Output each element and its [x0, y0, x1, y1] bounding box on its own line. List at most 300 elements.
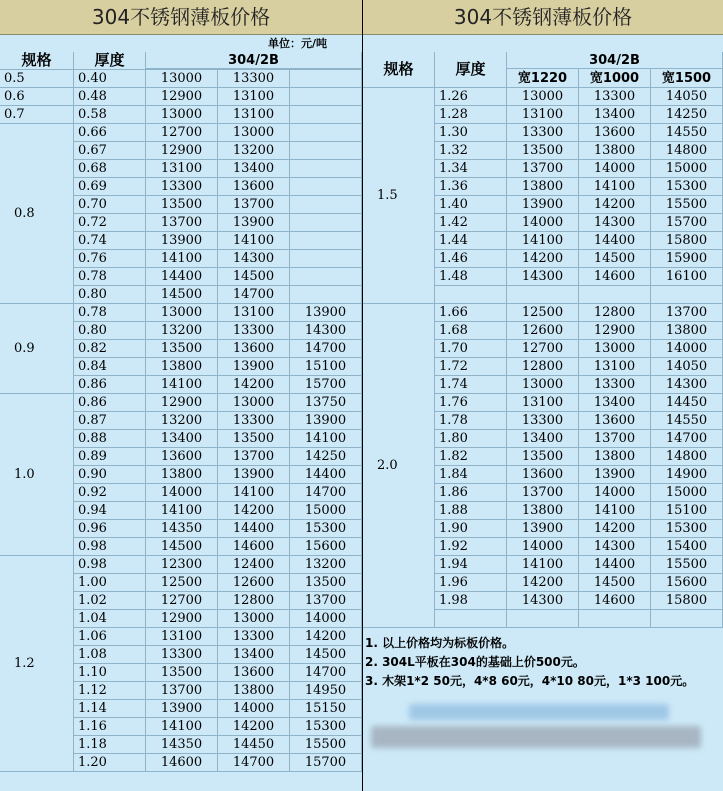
price-cell: 13800	[146, 466, 218, 484]
price-cell: 14100	[146, 376, 218, 394]
price-cell: 15300	[651, 178, 723, 196]
thickness-cell: 0.80	[74, 286, 146, 304]
price-cell	[290, 178, 362, 196]
price-cell: 14700	[290, 340, 362, 358]
price-cell: 12900	[146, 88, 218, 106]
thickness-cell: 1.28	[435, 106, 507, 124]
price-cell: 13500	[146, 664, 218, 682]
thickness-cell: 0.92	[74, 484, 146, 502]
price-cell: 14100	[507, 232, 579, 250]
price-cell: 14000	[218, 700, 290, 718]
price-cell: 14300	[579, 538, 651, 556]
grade-header: 304/2B	[507, 52, 723, 69]
price-cell	[579, 610, 651, 628]
thickness-cell: 1.86	[435, 484, 507, 502]
footnote: 1. 以上价格均为标板价格。	[365, 636, 515, 650]
price-cell: 13900	[218, 214, 290, 232]
thickness-cell: 0.86	[74, 376, 146, 394]
thickness-header: 厚度	[435, 52, 507, 88]
spec-group: 0.7	[0, 106, 74, 124]
price-cell: 14100	[579, 502, 651, 520]
price-cell: 12900	[579, 322, 651, 340]
price-cell: 15400	[651, 538, 723, 556]
thickness-cell: 0.72	[74, 214, 146, 232]
price-cell: 15100	[651, 502, 723, 520]
price-cell	[507, 610, 579, 628]
price-cell: 14200	[579, 196, 651, 214]
price-cell: 12900	[146, 610, 218, 628]
price-cell: 15700	[290, 754, 362, 772]
price-cell: 13500	[290, 574, 362, 592]
thickness-cell: 0.70	[74, 196, 146, 214]
price-cell: 12300	[146, 556, 218, 574]
spec-header: 规格	[0, 52, 74, 70]
thickness-cell: 0.78	[74, 268, 146, 286]
price-cell: 13300	[579, 376, 651, 394]
price-cell: 14400	[290, 466, 362, 484]
price-cell: 13400	[146, 430, 218, 448]
spec-group: 0.5	[0, 70, 74, 88]
price-cell: 13700	[146, 682, 218, 700]
price-cell: 13300	[218, 628, 290, 646]
price-cell: 15500	[651, 196, 723, 214]
price-cell: 13800	[579, 142, 651, 160]
price-cell: 14700	[651, 430, 723, 448]
price-cell	[290, 142, 362, 160]
price-cell: 15900	[651, 250, 723, 268]
thickness-cell: 1.26	[435, 88, 507, 106]
price-cell: 13800	[146, 358, 218, 376]
price-cell: 13500	[146, 196, 218, 214]
price-cell: 13900	[218, 466, 290, 484]
price-cell: 14350	[146, 520, 218, 538]
thickness-cell	[435, 610, 507, 628]
price-cell: 12700	[146, 592, 218, 610]
thickness-cell: 1.14	[74, 700, 146, 718]
price-cell: 14100	[218, 232, 290, 250]
price-cell: 14100	[146, 250, 218, 268]
price-cell: 13750	[290, 394, 362, 412]
price-cell: 12500	[146, 574, 218, 592]
thickness-cell: 0.89	[74, 448, 146, 466]
thickness-cell: 1.48	[435, 268, 507, 286]
price-cell: 15700	[651, 214, 723, 232]
price-cell: 13000	[507, 376, 579, 394]
price-cell: 13400	[579, 394, 651, 412]
price-cell: 14550	[651, 124, 723, 142]
thickness-cell: 1.90	[435, 520, 507, 538]
price-cell: 14600	[146, 754, 218, 772]
price-cell: 13400	[507, 430, 579, 448]
price-cell: 13700	[651, 304, 723, 322]
price-cell: 13500	[218, 430, 290, 448]
grade-header: 304/2B	[146, 52, 362, 69]
price-cell: 13900	[579, 466, 651, 484]
spec-group: 0.8	[0, 124, 74, 304]
right-price-table	[363, 0, 723, 791]
thickness-cell: 0.80	[74, 322, 146, 340]
thickness-cell: 0.86	[74, 394, 146, 412]
thickness-cell: 1.76	[435, 394, 507, 412]
price-cell: 14200	[579, 520, 651, 538]
price-cell: 13300	[146, 646, 218, 664]
price-cell: 14400	[146, 268, 218, 286]
price-cell: 13600	[218, 664, 290, 682]
thickness-cell: 1.78	[435, 412, 507, 430]
price-cell: 14350	[146, 736, 218, 754]
price-cell: 14200	[218, 376, 290, 394]
price-cell: 14050	[651, 88, 723, 106]
thickness-cell: 0.69	[74, 178, 146, 196]
price-cell: 13700	[218, 448, 290, 466]
thickness-cell: 1.98	[435, 592, 507, 610]
price-cell: 13300	[218, 322, 290, 340]
price-cell	[290, 268, 362, 286]
price-cell: 15800	[651, 592, 723, 610]
price-cell: 13600	[218, 340, 290, 358]
price-cell: 13100	[218, 106, 290, 124]
price-cell	[507, 286, 579, 304]
price-cell: 14500	[146, 286, 218, 304]
price-cell: 14100	[218, 484, 290, 502]
price-cell: 15000	[651, 160, 723, 178]
price-cell: 13800	[579, 448, 651, 466]
spec-group: 1.5	[363, 88, 435, 304]
price-cell: 14100	[290, 430, 362, 448]
price-cell: 12700	[146, 124, 218, 142]
thickness-cell: 1.70	[435, 340, 507, 358]
price-cell: 13000	[146, 106, 218, 124]
thickness-cell: 1.16	[74, 718, 146, 736]
price-cell: 13000	[146, 304, 218, 322]
spec-group: 2.0	[363, 304, 435, 628]
thickness-cell: 1.04	[74, 610, 146, 628]
price-cell: 14200	[218, 718, 290, 736]
price-cell: 13000	[146, 70, 218, 88]
price-cell	[290, 250, 362, 268]
price-cell: 13700	[579, 430, 651, 448]
spec-group: 1.2	[0, 556, 74, 772]
thickness-cell: 0.66	[74, 124, 146, 142]
price-cell: 14500	[146, 538, 218, 556]
price-cell	[651, 286, 723, 304]
price-cell: 14300	[651, 376, 723, 394]
price-cell: 13800	[507, 178, 579, 196]
thickness-cell: 1.34	[435, 160, 507, 178]
price-cell: 12800	[218, 592, 290, 610]
price-cell: 13200	[146, 412, 218, 430]
price-cell: 14050	[651, 358, 723, 376]
price-cell: 13100	[507, 394, 579, 412]
price-cell	[290, 124, 362, 142]
price-cell	[290, 196, 362, 214]
footnote: 3. 木架1*2 50元，4*8 60元，4*10 80元，1*3 100元。	[365, 674, 695, 688]
price-cell: 14400	[579, 556, 651, 574]
price-cell: 13500	[507, 448, 579, 466]
price-cell: 13300	[579, 88, 651, 106]
thickness-cell: 0.40	[74, 70, 146, 88]
spec-group: 1.0	[0, 394, 74, 556]
price-cell: 14000	[579, 484, 651, 502]
width-header: 宽1220	[507, 69, 579, 88]
price-cell: 14700	[218, 286, 290, 304]
price-cell: 14200	[290, 628, 362, 646]
price-cell: 14600	[579, 268, 651, 286]
price-cell: 14500	[218, 268, 290, 286]
price-cell: 14700	[290, 484, 362, 502]
price-cell: 15800	[651, 232, 723, 250]
price-cell: 13400	[579, 106, 651, 124]
thickness-cell: 0.58	[74, 106, 146, 124]
price-cell: 14600	[218, 538, 290, 556]
price-cell: 14250	[290, 448, 362, 466]
price-cell: 15500	[290, 736, 362, 754]
thickness-cell: 1.94	[435, 556, 507, 574]
price-cell: 14000	[651, 340, 723, 358]
price-cell: 13700	[290, 592, 362, 610]
price-cell: 15000	[290, 502, 362, 520]
price-cell: 13400	[218, 160, 290, 178]
thickness-cell: 1.06	[74, 628, 146, 646]
price-cell: 13200	[290, 556, 362, 574]
price-cell: 16100	[651, 268, 723, 286]
thickness-cell: 0.98	[74, 538, 146, 556]
price-cell: 14950	[290, 682, 362, 700]
thickness-cell: 1.68	[435, 322, 507, 340]
spec-group: 0.6	[0, 88, 74, 106]
price-cell: 14250	[651, 106, 723, 124]
thickness-cell: 0.90	[74, 466, 146, 484]
price-cell: 13900	[290, 412, 362, 430]
price-cell: 13000	[218, 124, 290, 142]
price-cell: 12400	[218, 556, 290, 574]
price-cell	[579, 286, 651, 304]
price-cell: 13900	[146, 232, 218, 250]
price-cell: 13900	[507, 196, 579, 214]
price-cell: 13200	[218, 142, 290, 160]
price-cell: 13700	[507, 160, 579, 178]
price-cell: 12800	[507, 358, 579, 376]
price-cell: 13800	[218, 682, 290, 700]
price-cell: 15100	[290, 358, 362, 376]
price-cell: 15700	[290, 376, 362, 394]
price-cell: 14500	[579, 250, 651, 268]
price-cell: 15600	[651, 574, 723, 592]
left-table-title: 304不锈钢薄板价格	[0, 0, 362, 35]
price-cell: 14200	[507, 574, 579, 592]
price-cell: 13100	[218, 88, 290, 106]
price-cell: 12800	[579, 304, 651, 322]
thickness-cell: 0.87	[74, 412, 146, 430]
price-cell: 14800	[651, 448, 723, 466]
price-cell: 14300	[218, 250, 290, 268]
price-cell: 15600	[290, 538, 362, 556]
price-cell: 13700	[507, 484, 579, 502]
thickness-cell: 1.72	[435, 358, 507, 376]
price-cell: 14400	[579, 232, 651, 250]
price-cell: 13100	[146, 628, 218, 646]
price-cell: 14100	[507, 556, 579, 574]
price-cell: 13100	[146, 160, 218, 178]
thickness-cell: 0.84	[74, 358, 146, 376]
price-cell: 13300	[218, 412, 290, 430]
price-cell	[290, 70, 362, 88]
price-cell: 14000	[507, 214, 579, 232]
thickness-cell: 0.68	[74, 160, 146, 178]
thickness-cell: 1.02	[74, 592, 146, 610]
price-cell	[290, 286, 362, 304]
price-cell: 14450	[651, 394, 723, 412]
footnote: 2. 304L平板在304的基础上价500元。	[365, 655, 585, 669]
price-cell: 13500	[507, 142, 579, 160]
thickness-cell: 1.10	[74, 664, 146, 682]
thickness-cell: 1.32	[435, 142, 507, 160]
price-cell	[290, 214, 362, 232]
thickness-cell: 1.08	[74, 646, 146, 664]
price-cell: 13600	[579, 412, 651, 430]
price-cell: 13500	[146, 340, 218, 358]
thickness-cell: 1.80	[435, 430, 507, 448]
unit-label: 单位：元/吨	[268, 37, 328, 50]
price-cell	[651, 610, 723, 628]
thickness-cell: 1.44	[435, 232, 507, 250]
thickness-cell: 0.88	[74, 430, 146, 448]
price-cell: 14700	[218, 754, 290, 772]
price-cell: 14600	[579, 592, 651, 610]
thickness-cell: 1.88	[435, 502, 507, 520]
price-cell: 14550	[651, 412, 723, 430]
blurred-contact-watermark	[371, 726, 701, 748]
thickness-cell: 1.12	[74, 682, 146, 700]
price-cell	[290, 88, 362, 106]
thickness-cell: 0.74	[74, 232, 146, 250]
price-cell: 14500	[579, 574, 651, 592]
thickness-cell: 1.66	[435, 304, 507, 322]
price-cell: 13000	[507, 88, 579, 106]
right-table-title: 304不锈钢薄板价格	[363, 0, 723, 35]
price-cell: 13700	[218, 196, 290, 214]
thickness-cell: 1.42	[435, 214, 507, 232]
thickness-cell: 0.67	[74, 142, 146, 160]
thickness-cell: 1.92	[435, 538, 507, 556]
thickness-header: 厚度	[74, 52, 146, 70]
price-cell: 13100	[507, 106, 579, 124]
thickness-cell: 1.96	[435, 574, 507, 592]
price-cell: 13900	[290, 304, 362, 322]
price-cell: 14400	[218, 520, 290, 538]
price-cell: 13300	[218, 70, 290, 88]
price-cell: 13600	[146, 448, 218, 466]
thickness-cell: 1.84	[435, 466, 507, 484]
price-cell: 14100	[146, 718, 218, 736]
thickness-cell: 1.20	[74, 754, 146, 772]
price-cell: 13100	[218, 304, 290, 322]
price-cell: 15000	[651, 484, 723, 502]
price-cell: 12600	[507, 322, 579, 340]
price-cell: 14300	[290, 322, 362, 340]
price-cell	[290, 160, 362, 178]
price-cell: 14800	[651, 142, 723, 160]
price-cell: 14000	[507, 538, 579, 556]
thickness-cell: 1.00	[74, 574, 146, 592]
price-cell: 14100	[146, 502, 218, 520]
price-cell: 15300	[651, 520, 723, 538]
blurred-contact-watermark	[409, 704, 669, 720]
price-cell: 13700	[146, 214, 218, 232]
price-cell: 13900	[146, 700, 218, 718]
price-cell: 12900	[146, 142, 218, 160]
price-cell: 13600	[507, 466, 579, 484]
price-cell: 12700	[507, 340, 579, 358]
price-cell: 15500	[651, 556, 723, 574]
thickness-cell: 1.82	[435, 448, 507, 466]
thickness-cell: 1.74	[435, 376, 507, 394]
price-cell: 13000	[218, 610, 290, 628]
price-cell: 15300	[290, 718, 362, 736]
thickness-cell: 0.48	[74, 88, 146, 106]
price-cell: 14500	[290, 646, 362, 664]
price-cell: 13800	[507, 502, 579, 520]
thickness-cell: 0.94	[74, 502, 146, 520]
price-cell: 13300	[507, 124, 579, 142]
width-header: 宽1500	[651, 69, 723, 88]
price-cell: 12600	[218, 574, 290, 592]
price-cell: 13300	[507, 412, 579, 430]
price-cell: 15150	[290, 700, 362, 718]
thickness-cell: 0.98	[74, 556, 146, 574]
price-cell: 14450	[218, 736, 290, 754]
thickness-cell	[435, 286, 507, 304]
width-header: 宽1000	[579, 69, 651, 88]
price-cell: 13900	[507, 520, 579, 538]
thickness-cell: 0.96	[74, 520, 146, 538]
price-cell: 14000	[290, 610, 362, 628]
thickness-cell: 1.18	[74, 736, 146, 754]
price-cell: 14300	[507, 268, 579, 286]
price-cell: 14900	[651, 466, 723, 484]
thickness-cell: 1.36	[435, 178, 507, 196]
price-cell: 13000	[579, 340, 651, 358]
price-cell: 14000	[146, 484, 218, 502]
price-cell	[290, 232, 362, 250]
thickness-cell: 1.30	[435, 124, 507, 142]
price-cell: 15300	[290, 520, 362, 538]
price-cell: 13600	[579, 124, 651, 142]
price-cell: 13400	[218, 646, 290, 664]
price-cell: 14300	[579, 214, 651, 232]
price-cell: 13100	[579, 358, 651, 376]
spec-group: 0.9	[0, 304, 74, 394]
thickness-cell: 1.40	[435, 196, 507, 214]
price-cell: 13000	[218, 394, 290, 412]
price-cell: 13300	[146, 178, 218, 196]
thickness-cell: 1.46	[435, 250, 507, 268]
price-cell: 14100	[579, 178, 651, 196]
price-cell: 14200	[218, 502, 290, 520]
thickness-cell: 0.82	[74, 340, 146, 358]
price-cell: 14700	[290, 664, 362, 682]
spec-header: 规格	[363, 52, 435, 88]
price-cell: 13600	[218, 178, 290, 196]
thickness-cell: 0.78	[74, 304, 146, 322]
price-cell: 12900	[146, 394, 218, 412]
price-cell: 14000	[579, 160, 651, 178]
price-cell: 12500	[507, 304, 579, 322]
price-cell	[290, 106, 362, 124]
thickness-cell: 0.76	[74, 250, 146, 268]
price-cell: 13900	[218, 358, 290, 376]
price-cell: 14200	[507, 250, 579, 268]
